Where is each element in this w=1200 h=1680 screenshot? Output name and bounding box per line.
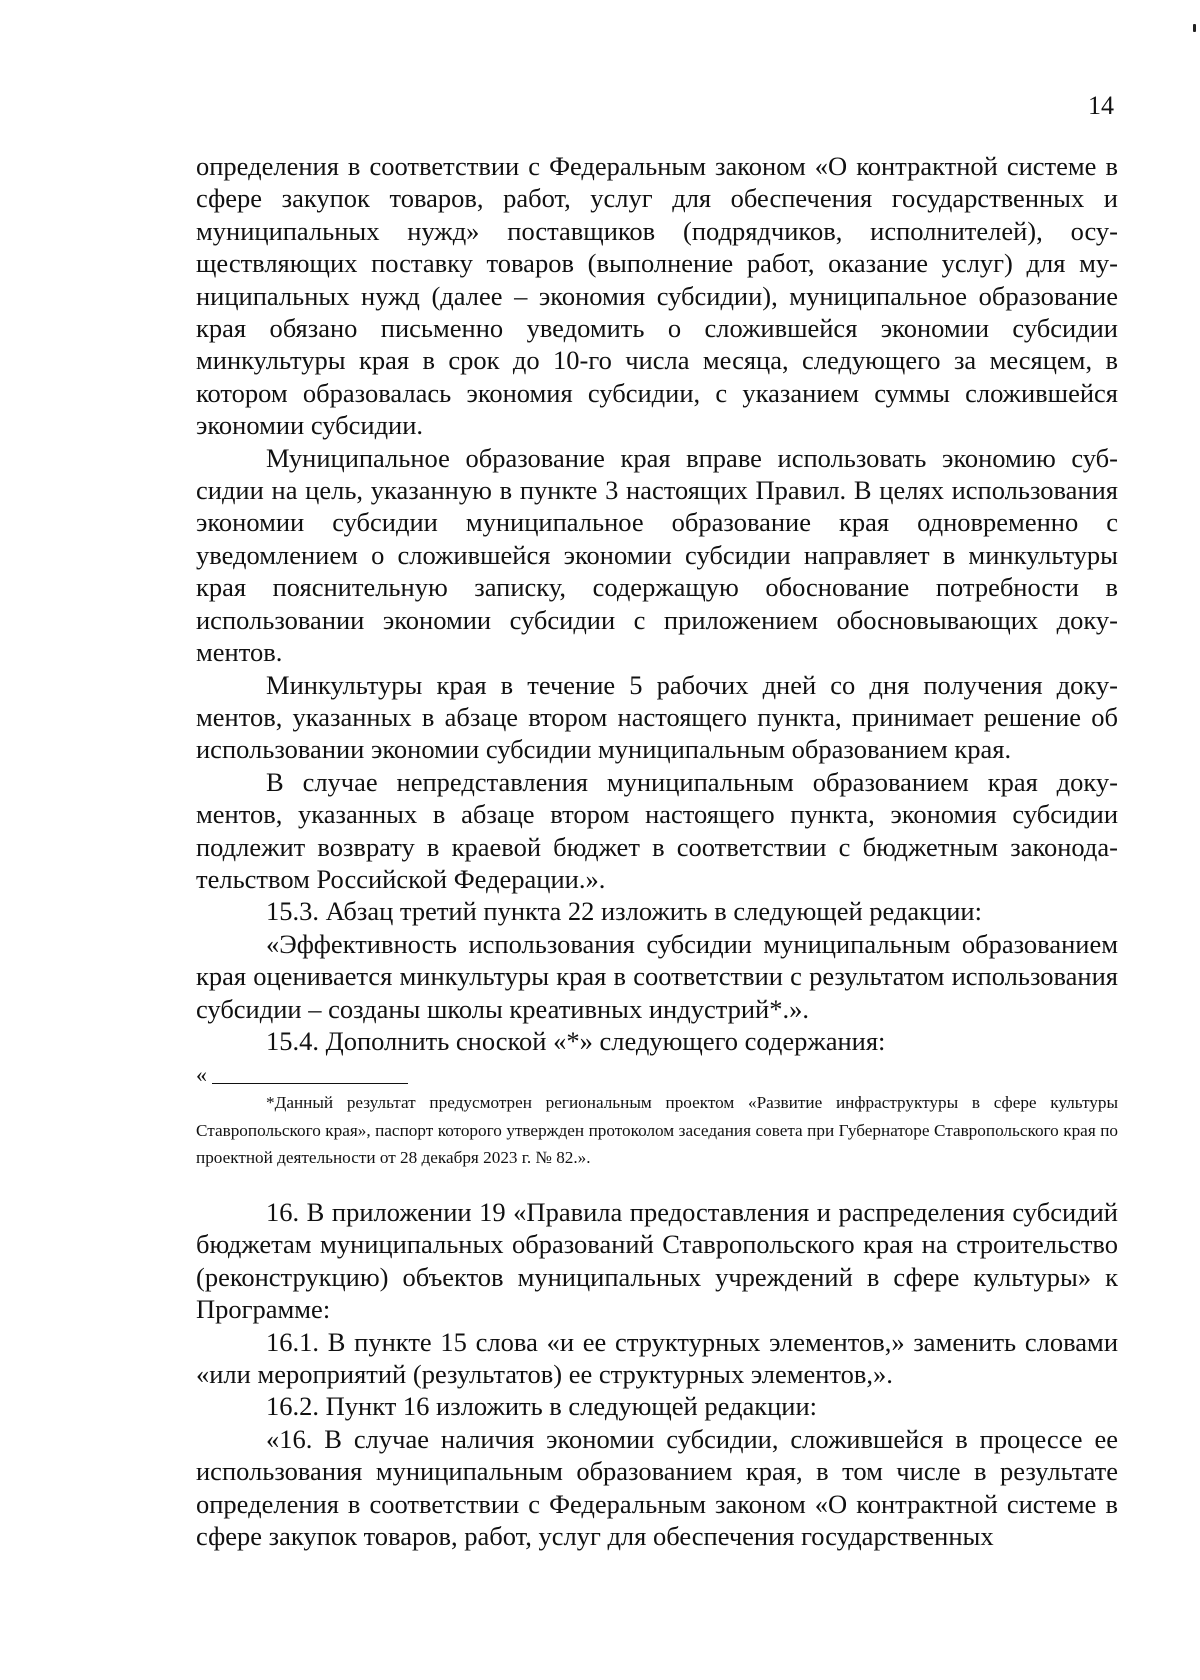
paragraph-item-16-2: 16.2. Пункт 16 изложить в следующей редакции: [266, 1391, 818, 1422]
document-body-top [196, 150, 1118, 1057]
page-number: 14 [1088, 91, 1114, 120]
paragraph-item-15-3: 15.3. Абзац третий пункта 22 изложить в следующей редакции: [266, 896, 982, 927]
footnote-open-quote: « [196, 1062, 207, 1087]
paragraph-continuation: определения в соответствии с Федеральным законом «О контрактной системе в сфере закупок товаров, работ, услуг для обеспечения государственных и муниципальных нужд» поставщиков (подрядчиков, исполнителей), осуществляющих поставку товаров (выполнение работ, оказание услуг) для муниципальных нужд (далее – экономия субсидии), муниципальное образование края обязано письменно уведомить о сложившейся экономии субсидии минкультуры края в срок до 10-го числа месяца, следующего за месяцем, в котором образовалась экономия субсидии, с указанием суммы сложившейся экономии субсидии. [196, 151, 1118, 441]
paragraph: Минкультуры края в течение 5 рабочих дней со дня получения документов, указанных в абзаце втором настоящего пункта, принимает решение об использовании экономии субсидии муниципальным образованием края. [196, 669, 1118, 765]
paragraph-quote: «Эффективность использования субсидии муниципальным образованием края оценивается минкультуры края в соответствии с результатом использования субсидии – созданы школы креативных индустрий*.». [196, 928, 1118, 1024]
scan-speck [1193, 24, 1196, 32]
paragraph-item-15-4: 15.4. Дополнить сноской «*» следующего содержания: [266, 1025, 886, 1056]
footnote-text: *Данный результат предусмотрен региональным проектом «Развитие инфраструктуры в сфере культуры Ставропольского края», паспорт которого утвержден протоколом заседания совета при Губернаторе Ставропольского края по проектной деятельности от 28 декабря 2023 г. № 82.». [196, 1093, 1118, 1167]
paragraph-item-16: 16. В приложении 19 «Правила предоставления и распределения субсидий бюджетам муниципальных образований Ставропольского края на строительство (реконструкцию) объектов муниципальных учреждений в сфере культуры» к Программе: [196, 1197, 1118, 1325]
footnote-rule [212, 1083, 408, 1084]
footnote-block [196, 1063, 1118, 1172]
footnote-separator [196, 1063, 1118, 1089]
document-body-bottom [196, 1196, 1118, 1552]
paragraph: Муниципальное образование края вправе использовать экономию субсидии на цель, указанную в пункте 3 настоящих Правил. В целях использования экономии субсидии муниципальное образование края одновременно с уведомлением о сложившейся экономии субсидии направляет в минкультуры края пояснительную записку, содержащую обоснование потребности в использовании экономии субсидии с приложением обосновывающих документов. [196, 442, 1118, 668]
paragraph-item-16-1: 16.1. В пункте 15 слова «и ее структурных элементов,» заменить словами «или мероприятий (результатов) ее структурных элементов,». [196, 1326, 1118, 1390]
paragraph-quote-16: «16. В случае наличия экономии субсидии, сложившейся в процессе ее использования муниципальным образованием края, в том числе в результате определения в соответствии с Федеральным законом «О контрактной системе в сфере закупок товаров, работ, услуг для обеспечения государственных [196, 1423, 1118, 1552]
paragraph: В случае непредставления муниципальным образованием края документов, указанных в абзаце втором настоящего пункта, экономия субсидии подлежит возврату в краевой бюджет в соответствии с бюджетным законодательством Российской Федерации.». [196, 766, 1118, 894]
